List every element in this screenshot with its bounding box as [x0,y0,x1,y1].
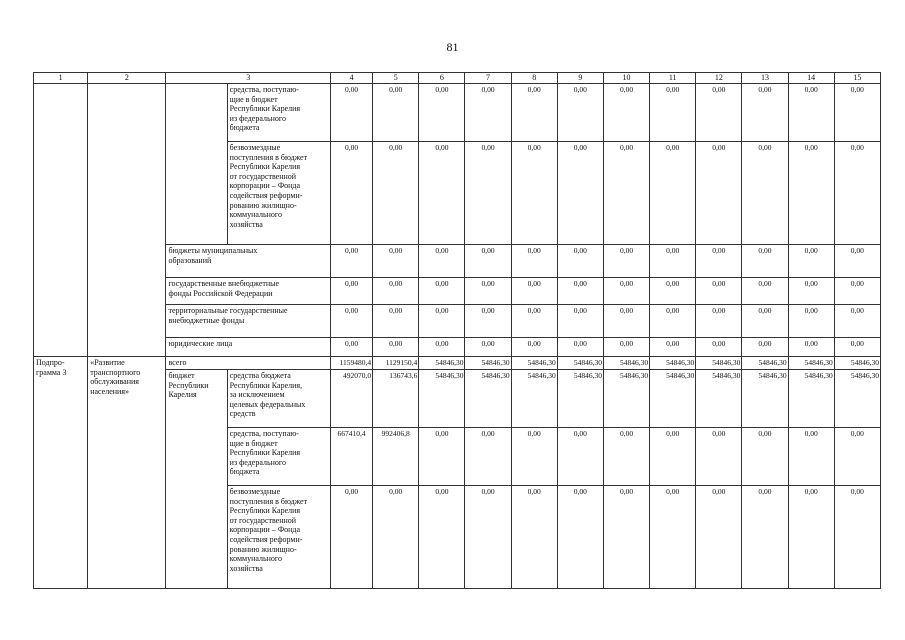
value-cell: 54846,30 [465,370,511,428]
value-cell: 54846,30 [557,370,603,428]
value-cell: 0,00 [511,278,557,305]
value-cell: 0,00 [331,245,373,278]
value-cell: 0,00 [834,245,880,278]
subprogram-name: Подпро- грамма 3 [34,357,88,589]
value-cell: 0,00 [465,428,511,486]
value-cell: 0,00 [650,142,696,245]
value-cell: 54846,30 [650,370,696,428]
empty-cell [166,84,227,245]
value-cell: 54846,30 [419,370,465,428]
value-cell: 0,00 [603,428,649,486]
value-cell: 0,00 [650,338,696,357]
header-cell: 12 [696,73,742,84]
value-cell: 0,00 [834,338,880,357]
value-cell: 0,00 [603,245,649,278]
value-cell: 0,00 [331,84,373,142]
value-cell: 0,00 [742,305,788,338]
value-cell: 0,00 [788,305,834,338]
value-cell: 0,00 [742,84,788,142]
value-cell: 54846,30 [834,370,880,428]
value-cell: 0,00 [465,84,511,142]
value-cell: 54846,30 [465,357,511,370]
table-row [34,84,881,142]
value-cell: 0,00 [511,84,557,142]
source-label: государственные внебюджетные фонды Российской Федерации [166,278,331,305]
source-label: средства, поступаю- щие в бюджет Республики Карелия из федерального бюджета [227,428,330,486]
value-cell: 0,00 [834,486,880,589]
value-cell: 0,00 [557,305,603,338]
header-cell: 8 [511,73,557,84]
header-cell: 10 [603,73,649,84]
value-cell: 0,00 [465,305,511,338]
header-cell: 9 [557,73,603,84]
value-cell: 0,00 [373,486,419,589]
value-cell: 0,00 [419,278,465,305]
value-cell: 0,00 [742,245,788,278]
value-cell: 0,00 [373,245,419,278]
value-cell: 0,00 [834,428,880,486]
value-cell: 0,00 [788,278,834,305]
source-label: территориальные государственные внебюджетные фонды [166,305,331,338]
subprogram-title: «Развитие транспортного обслуживания населения» [88,357,166,589]
budget-label: бюджет Республики Карелия [166,370,227,589]
value-cell: 0,00 [742,486,788,589]
value-cell: 0,00 [331,486,373,589]
header-cell: 14 [788,73,834,84]
value-cell: 0,00 [465,486,511,589]
value-cell: 0,00 [331,338,373,357]
value-cell: 0,00 [557,338,603,357]
value-cell: 992406,8 [373,428,419,486]
value-cell: 0,00 [650,278,696,305]
value-cell: 0,00 [557,278,603,305]
header-cell: 1 [34,73,88,84]
header-cell: 3 [166,73,331,84]
value-cell: 0,00 [465,338,511,357]
value-cell: 0,00 [603,142,649,245]
value-cell: 0,00 [742,142,788,245]
value-cell: 0,00 [419,142,465,245]
value-cell: 54846,30 [511,370,557,428]
value-cell: 0,00 [331,305,373,338]
value-cell: 0,00 [419,84,465,142]
header-cell: 6 [419,73,465,84]
header-cell: 2 [88,73,166,84]
value-cell: 0,00 [603,338,649,357]
value-cell: 0,00 [742,428,788,486]
value-cell: 492070,0 [331,370,373,428]
value-cell: 0,00 [511,338,557,357]
value-cell: 0,00 [373,305,419,338]
value-cell: 54846,30 [742,357,788,370]
value-cell: 0,00 [742,338,788,357]
value-cell: 0,00 [696,305,742,338]
value-cell: 0,00 [788,486,834,589]
value-cell: 0,00 [331,278,373,305]
value-cell: 0,00 [331,142,373,245]
value-cell: 136743,6 [373,370,419,428]
total-label: всего [166,357,331,370]
value-cell: 1129150,4 [373,357,419,370]
value-cell: 0,00 [788,428,834,486]
value-cell: 0,00 [696,142,742,245]
value-cell: 0,00 [834,84,880,142]
value-cell: 54846,30 [603,370,649,428]
value-cell: 0,00 [650,428,696,486]
value-cell: 54846,30 [834,357,880,370]
value-cell: 0,00 [603,278,649,305]
value-cell: 0,00 [419,338,465,357]
budget-table [33,72,881,589]
value-cell: 0,00 [788,84,834,142]
value-cell: 0,00 [834,305,880,338]
empty-cell [88,84,166,357]
header-cell: 4 [331,73,373,84]
value-cell: 0,00 [650,486,696,589]
value-cell: 0,00 [650,305,696,338]
value-cell: 0,00 [373,142,419,245]
value-cell: 0,00 [465,278,511,305]
value-cell: 0,00 [511,428,557,486]
header-cell: 5 [373,73,419,84]
value-cell: 0,00 [834,278,880,305]
value-cell: 0,00 [603,305,649,338]
value-cell: 0,00 [465,142,511,245]
source-label: бюджеты муниципальных образований [166,245,331,278]
value-cell: 0,00 [419,245,465,278]
value-cell: 54846,30 [788,370,834,428]
value-cell: 54846,30 [511,357,557,370]
value-cell: 1159480,4 [331,357,373,370]
value-cell: 54846,30 [696,370,742,428]
value-cell: 0,00 [373,278,419,305]
value-cell: 0,00 [511,245,557,278]
empty-cell [34,84,88,357]
value-cell: 0,00 [696,245,742,278]
value-cell: 54846,30 [788,357,834,370]
value-cell: 54846,30 [696,357,742,370]
source-label: средства, поступаю- щие в бюджет Республики Карелия из федерального бюджета [227,84,330,142]
value-cell: 0,00 [511,486,557,589]
value-cell: 0,00 [696,486,742,589]
value-cell: 0,00 [603,486,649,589]
value-cell: 54846,30 [603,357,649,370]
header-cell: 7 [465,73,511,84]
table-row [34,357,881,370]
value-cell: 667410,4 [331,428,373,486]
value-cell: 0,00 [373,84,419,142]
value-cell: 0,00 [788,338,834,357]
value-cell: 0,00 [465,245,511,278]
value-cell: 54846,30 [742,370,788,428]
source-label: безвозмездные поступления в бюджет Республики Карелия от государственной корпорации – Фонда содействия реформи- рованию жилищно- коммунального хозяйства [227,486,330,589]
value-cell: 0,00 [419,428,465,486]
source-label: средства бюджета Республики Карелия, за исключением целевых федеральных средств [227,370,330,428]
header-row [34,73,881,84]
value-cell: 0,00 [696,428,742,486]
source-label: безвозмездные поступления в бюджет Республики Карелия от государственной корпорации – Фонда содействия реформи- рованию жилищно- коммунального хозяйства [227,142,330,245]
value-cell: 54846,30 [650,357,696,370]
value-cell: 0,00 [696,278,742,305]
page-number: 81 [446,40,459,54]
value-cell: 0,00 [557,486,603,589]
value-cell: 0,00 [373,338,419,357]
value-cell: 0,00 [511,305,557,338]
value-cell: 0,00 [511,142,557,245]
value-cell: 0,00 [557,245,603,278]
value-cell: 0,00 [742,278,788,305]
value-cell: 0,00 [557,84,603,142]
value-cell: 0,00 [603,84,649,142]
header-cell: 13 [742,73,788,84]
value-cell: 0,00 [650,245,696,278]
value-cell: 0,00 [557,142,603,245]
value-cell: 0,00 [419,305,465,338]
value-cell: 0,00 [788,245,834,278]
value-cell: 0,00 [650,84,696,142]
source-label: юридические лица [166,338,331,357]
header-cell: 11 [650,73,696,84]
value-cell: 0,00 [788,142,834,245]
value-cell: 0,00 [696,338,742,357]
value-cell: 0,00 [419,486,465,589]
value-cell: 54846,30 [419,357,465,370]
value-cell: 54846,30 [557,357,603,370]
value-cell: 0,00 [557,428,603,486]
value-cell: 0,00 [834,142,880,245]
value-cell: 0,00 [696,84,742,142]
header-cell: 15 [834,73,880,84]
